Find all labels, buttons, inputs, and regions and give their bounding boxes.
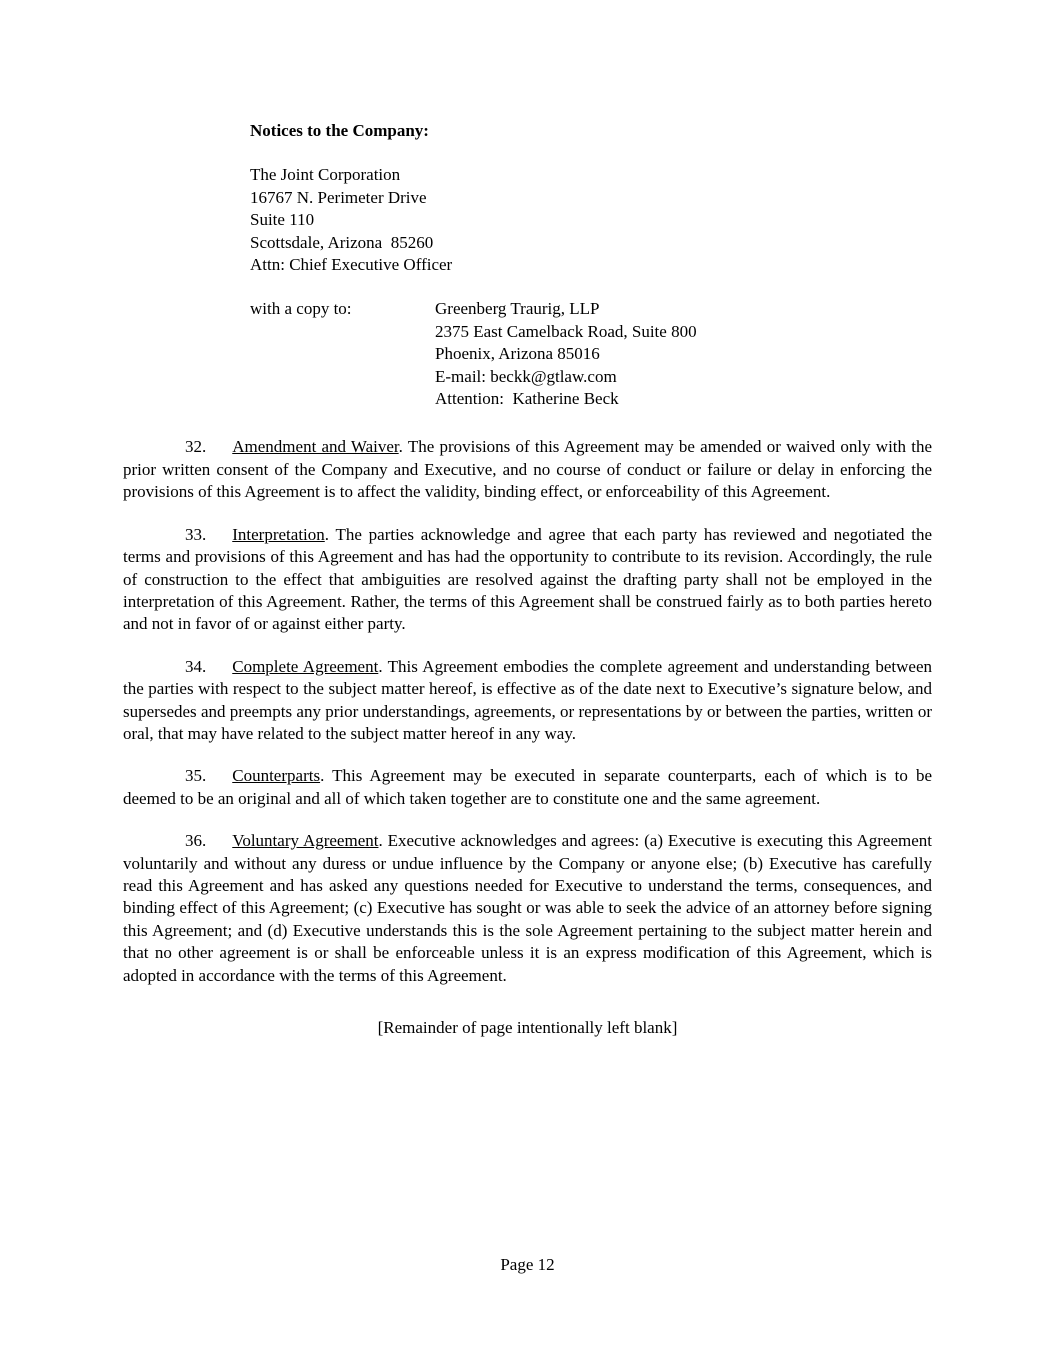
section-number: 35. xyxy=(185,766,207,786)
section-heading: Voluntary Agreement xyxy=(232,831,379,851)
copy-to-label: with a copy to: xyxy=(250,299,352,319)
section-36-voluntary-agreement xyxy=(123,830,932,987)
notices-heading: Notices to the Company: xyxy=(250,121,429,140)
section-number: 34. xyxy=(185,656,207,676)
company-address-line: 16767 N. Perimeter Drive xyxy=(250,187,427,207)
company-address-line: The Joint Corporation xyxy=(250,165,401,185)
section-body: . The parties acknowledge and agree that each party has reviewed and negotiated the terms and provisions of this Agreement and has had the opportunity to contribute to its revision. Accordingly, the rule of construction to the effect that ambiguities are resolved against the drafting party shall not be employed in the interpretation of this Agreement. Rather, the terms of this Agreement shall be construed fairly as to both parties hereto and not in favor of or against either party. xyxy=(123,524,932,634)
copy-to-address-line: 2375 East Camelback Road, Suite 800 xyxy=(435,321,697,341)
copy-to-address-block xyxy=(435,298,697,410)
remainder-note: [Remainder of page intentionally left blank] xyxy=(377,1018,678,1037)
section-34-complete-agreement xyxy=(123,656,932,746)
section-heading: Complete Agreement xyxy=(232,656,379,676)
section-body: . The provisions of this Agreement may be amended or waived only with the prior written consent of the Company and Executive, and no course of conduct or failure or delay in enforcing the provisions of this Agreement is to affect the validity, binding effect, or enforceability of this Agreement. xyxy=(123,437,932,502)
section-number: 33. xyxy=(185,524,207,544)
section-heading: Counterparts xyxy=(232,766,321,786)
section-33-interpretation xyxy=(123,524,932,636)
document-page xyxy=(123,120,932,1039)
section-heading: Interpretation xyxy=(232,524,325,544)
section-body: . This Agreement embodies the complete agreement and understanding between the parties with respect to the subject matter hereof, is effective as of the date next to Executive’s signature below, and supersedes and preempts any prior understandings, agreements, or representations by or between the parties, written or oral, that may have related to the subject matter hereof in any way. xyxy=(123,656,932,743)
section-32-amendment-and-waiver xyxy=(123,436,932,503)
copy-to-address-line: Phoenix, Arizona 85016 xyxy=(435,344,600,364)
company-address-line: Scottsdale, Arizona 85260 xyxy=(250,232,434,252)
section-35-counterparts xyxy=(123,765,932,810)
section-body: . Executive acknowledges and agrees: (a) Executive is executing this Agreement voluntarily and without any duress or undue influence by the Company or anyone else; (b) Executive has carefully read this Agreement and has asked any questions needed for Executive to understand the terms, consequences, and binding effect of this Agreement; (c) Executive has sought or was able to seek the advice of an attorney before signing this Agreement; and (d) Executive understands this is the sole Agreement pertaining to the subject matter herein and that no other agreement is or shall be enforceable unless it is an express modification of this Agreement, which is adopted in accordance with the terms of this Agreement. xyxy=(123,831,932,985)
copy-to-address-line: Attention: Katherine Beck xyxy=(435,389,619,409)
copy-to-address-line: Greenberg Traurig, LLP xyxy=(435,299,600,319)
section-heading: Amendment and Waiver xyxy=(232,437,399,457)
company-address-line: Attn: Chief Executive Officer xyxy=(250,255,453,275)
company-address-block xyxy=(250,164,932,276)
section-body: . This Agreement may be executed in separate counterparts, each of which is to be deemed to be an original and all of which taken together are to constitute one and the same agreement. xyxy=(123,766,932,808)
page-number: Page 12 xyxy=(500,1255,555,1274)
company-address-line: Suite 110 xyxy=(250,210,315,230)
copy-to-block xyxy=(250,298,932,410)
section-number: 36. xyxy=(185,831,207,851)
section-number: 32. xyxy=(185,437,207,457)
copy-to-address-line: E-mail: beckk@gtlaw.com xyxy=(435,366,617,386)
